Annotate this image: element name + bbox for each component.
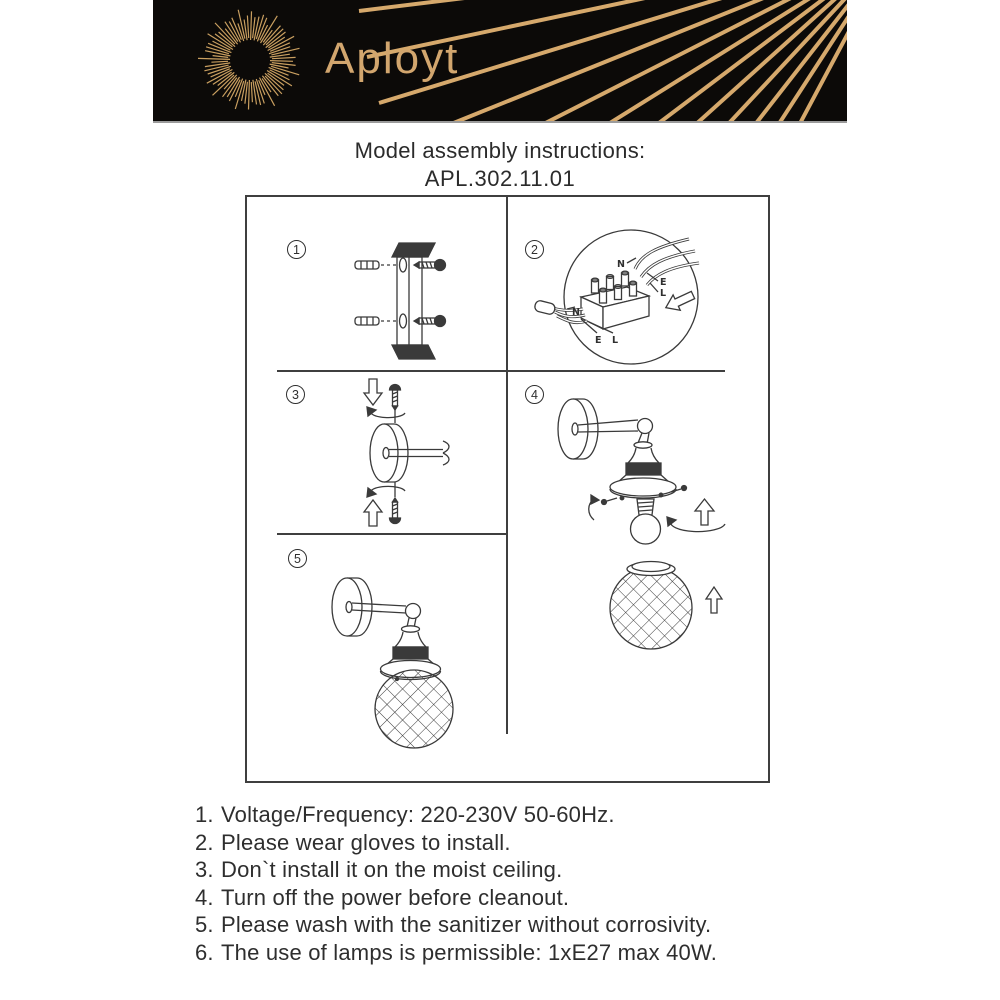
list-item — [195, 939, 875, 967]
item-text: Turn off the power before cleanout. — [221, 884, 570, 910]
item-number: 6. — [195, 939, 214, 965]
step1-mounting-bracket-diagram — [247, 197, 507, 371]
wire-label-n-top: N — [617, 259, 625, 270]
sunburst-logo-icon — [198, 10, 300, 110]
brand-banner — [153, 0, 847, 123]
item-text: Please wear gloves to install. — [221, 829, 511, 855]
step-3-badge: 3 — [286, 385, 305, 404]
wire-label-l-bottom: L — [612, 335, 619, 346]
item-text: The use of lamps is permissible: 1xE27 max 40W. — [221, 939, 718, 965]
instructions-list — [195, 801, 875, 967]
item-number: 5. — [195, 912, 214, 938]
list-item — [195, 911, 875, 939]
step-4-badge: 4 — [525, 385, 544, 404]
item-number: 3. — [195, 857, 214, 883]
model-number: APL.302.11.01 — [424, 166, 576, 191]
step-2-badge: 2 — [525, 240, 544, 259]
step5-assembled-lamp-diagram — [247, 533, 507, 781]
item-number: 1. — [195, 802, 214, 827]
banner-decor — [153, 0, 847, 121]
item-text: Don`t install it on the moist ceiling. — [221, 857, 563, 883]
list-item — [195, 829, 875, 857]
step4-body-bulb-diagram — [509, 371, 770, 733]
item-number: 2. — [195, 829, 214, 855]
list-item — [195, 801, 875, 829]
step2-wiring-diagram — [509, 197, 770, 371]
wire-label-n-bottom: N — [572, 307, 580, 318]
step3-canopy-diagram — [247, 371, 507, 533]
list-item — [195, 856, 875, 884]
wire-label-e-bottom: E — [595, 335, 602, 346]
step-5-badge: 5 — [288, 549, 307, 568]
assembly-diagram — [245, 195, 770, 783]
wire-label-e-top: E — [660, 277, 667, 288]
item-text: Please wash with the sanitizer without corrosivity. — [221, 912, 712, 938]
wire-label-l-top: L — [660, 288, 667, 299]
page-title: Model assembly instructions: — [354, 138, 646, 163]
list-item — [195, 884, 875, 912]
item-text: Voltage/Frequency: 220-230V 50-60Hz. — [221, 802, 615, 827]
item-number: 4. — [195, 884, 214, 910]
step-1-badge: 1 — [287, 240, 306, 259]
brand-logo-text: Aployt — [325, 34, 460, 83]
